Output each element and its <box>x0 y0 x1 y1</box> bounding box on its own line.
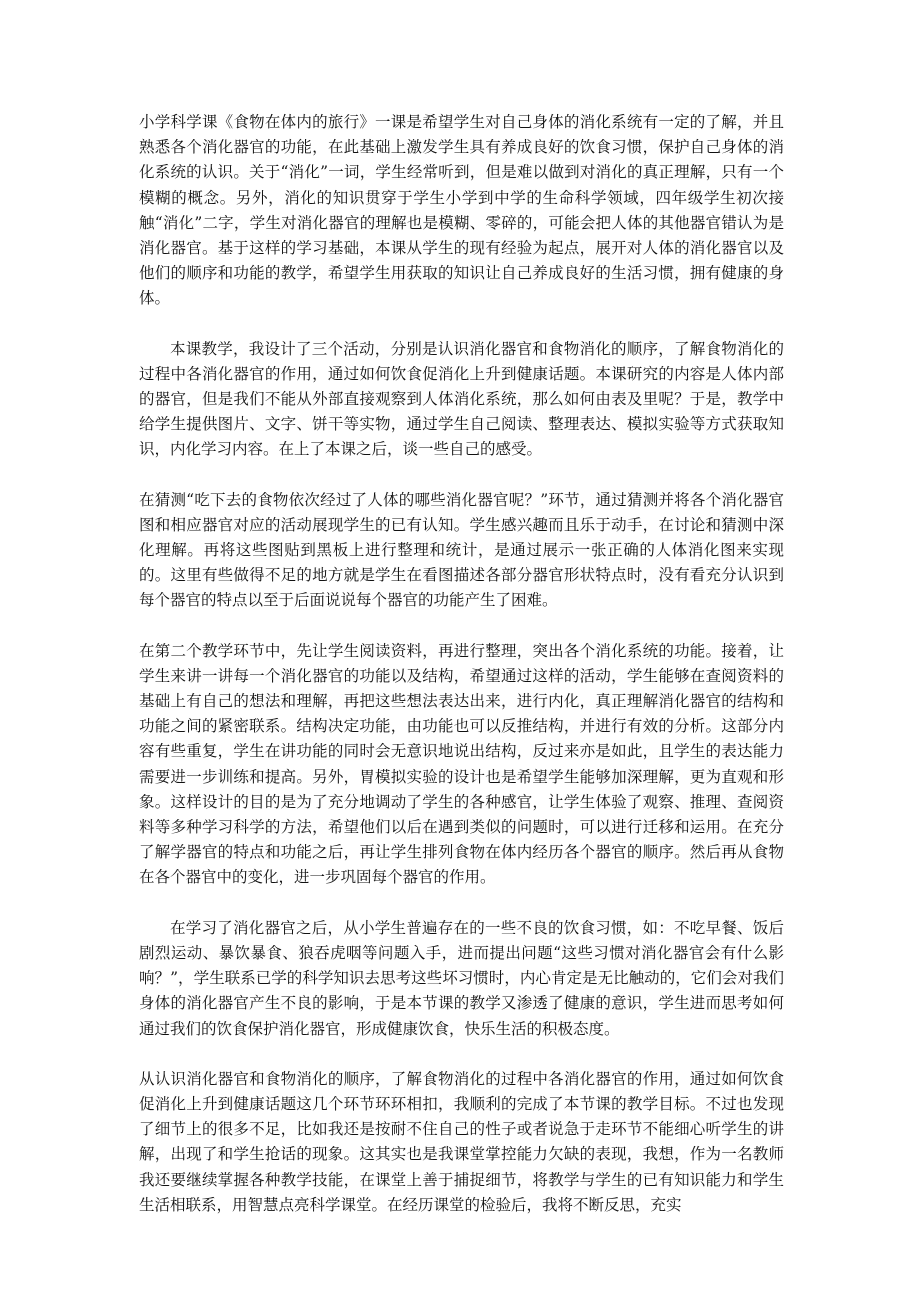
paragraph-4: 在第二个教学环节中，先让学生阅读资料，再进行整理，突出各个消化系统的功能。接着，让学生来讲一讲每一个消化器官的功能以及结构，希望通过这样的活动，学生能够在查阅资料的基础上有自己的想法和理解，再把这些想法表达出来，进行内化，真正理解消化器官的结构和功能之间的紧密联系。结构决定功能，由功能也可以反推结构，并进行有效的分析。这部分内容有些重复，学生在讲功能的同时会无意识地说出结构，反过来亦是如此，且学生的表达能力需要进一步训练和提高。另外，胃模拟实验的设计也是希望学生能够加深理解，更为直观和形象。这样设计的目的是为了充分地调动了学生的各种感官，让学生体验了观察、推理、查阅资料等多种学习科学的方法，希望他们以后在遇到类似的问题时，可以进行迁移和运用。在充分了解学器官的特点和功能之后，再让学生排列食物在体内经历各个器官的顺序。然后再从食物在各个器官中的变化，进一步巩固每个器官的作用。 <box>139 641 784 887</box>
paragraph-6: 从认识消化器官和食物消化的顺序，了解食物消化的过程中各消化器官的作用，通过如何饮食促消化上升到健康话题这几个环节环环相扣，我顺利的完成了本节课的教学目标。不过也发现了细节上的很多不足，比如我还是按耐不住自己的性子或者说急于走环节不能细心听学生的讲解，出现了和学生抢话的现象。这其实也是我课堂掌控能力欠缺的表现，我想，作为一名教师我还要继续掌握各种教学技能，在课堂上善于捕捉细节，将教学与学生的已有知识能力和学生生活相联系，用智慧点亮科学课堂。在经历课堂的检验后，我将不断反思，充实 <box>139 1069 784 1214</box>
paragraph-1: 小学科学课《食物在体内的旅行》一课是希望学生对自己身体的消化系统有一定的了解，并且熟悉各个消化器官的功能，在此基础上激发学生具有养成良好的饮食习惯，保护自己身体的消化系统的认识。关于“消化”一词，学生经常听到，但是难以做到对消化的真正理解，只有一个模糊的概念。另外，消化的知识贯穿于学生小学到中学的生命科学领域，四年级学生初次接触“消化”二字，学生对消化器官的理解也是模糊、零碎的，可能会把人体的其他器官错认为是消化器官。基于这样的学习基础，本课从学生的现有经验为起点，展开对人体的消化器官以及他们的顺序和功能的教学，希望学生用获取的知识让自己养成良好的生活习惯，拥有健康的身体。 <box>139 113 784 308</box>
document-body <box>139 110 784 1218</box>
paragraph-3: 在猜测“吃下去的食物依次经过了人体的哪些消化器官呢？”环节，通过猜测并将各个消化器官图和相应器官对应的活动展现学生的已有认知。学生感兴趣而且乐于动手，在讨论和猜测中深化理解。再将这些图贴到黑板上进行整理和统计，是通过展示一张正确的人体消化图来实现的。这里有些做得不足的地方就是学生在看图描述各部分器官形状特点时，没有看充分认识到每个器官的特点以至于后面说说每个器官的功能产生了困难。 <box>139 490 784 610</box>
paragraph-5: 在学习了消化器官之后，从小学生普遍存在的一些不良的饮食习惯，如：不吃早餐、饭后剧烈运动、暴饮暴食、狼吞虎咽等问题入手，进而提出问题“这些习惯对消化器官会有什么影响？”，学生联系已学的科学知识去思考这些坏习惯时，内心肯定是无比触动的，它们会对我们身体的消化器官产生不良的影响，于是本节课的教学又渗透了健康的意识，学生进而思考如何通过我们的饮食保护消化器官，形成健康饮食，快乐生活的积极态度。 <box>139 918 784 1038</box>
paragraph-2: 本课教学，我设计了三个活动，分别是认识消化器官和食物消化的顺序，了解食物消化的过程中各消化器官的作用，通过如何饮食促消化上升到健康话题。本课研究的内容是人体内部的器官，但是我们不能从外部直接观察到人体消化系统，那么如何由表及里呢？于是，教学中给学生提供图片、文字、饼干等实物，通过学生自己阅读、整理表达、模拟实验等方式获取知识，内化学习内容。在上了本课之后，谈一些自己的感受。 <box>139 339 784 459</box>
